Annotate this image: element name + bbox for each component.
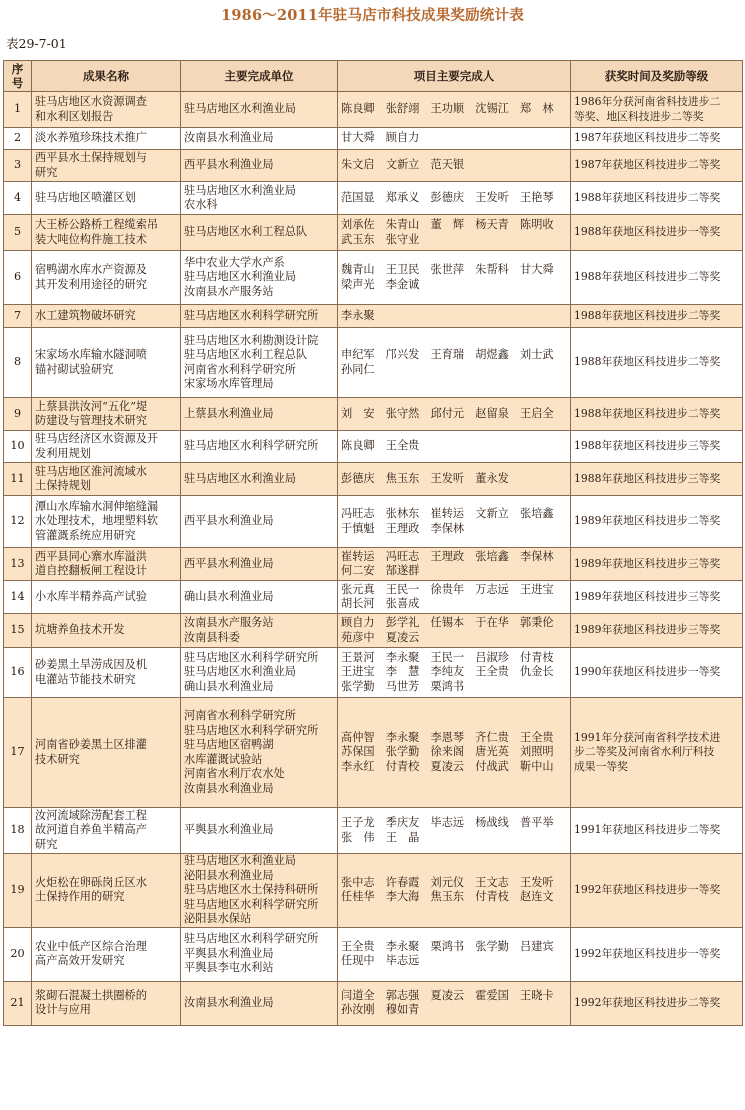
- main-contributors: 高仲智 李永聚 李恩琴 齐仁贵 王全贵 苏保国 张学勤 徐来阁 唐光英 刘照明 李永红 付青校 夏凌云 付战武 靳中山: [338, 698, 571, 808]
- header-people: 项目主要完成人: [338, 61, 571, 92]
- award-info: 1991年获地区科技进步二等奖: [571, 808, 743, 854]
- completion-unit: 平舆县水利渔业局: [181, 808, 338, 854]
- achievement-name: 西平县同心寨水库溢洪 道自控翻板闸工程设计: [32, 548, 181, 581]
- completion-unit: 驻马店地区水利科学研究所 平舆县水利渔业局 平舆县李屯水利站: [181, 927, 338, 981]
- row-number: 2: [4, 128, 32, 150]
- award-info: 1987年获地区科技进步二等奖: [571, 128, 743, 150]
- completion-unit: 汝南县水产服务站 汝南县科委: [181, 614, 338, 648]
- awards-table: [3, 60, 743, 1026]
- table-row: [4, 614, 743, 648]
- achievement-name: 坑塘养鱼技术开发: [32, 614, 181, 648]
- achievement-name: 西平县水土保持规划与 研究: [32, 150, 181, 182]
- completion-unit: 华中农业大学水产系 驻马店地区水利渔业局 汝南县水产服务站: [181, 251, 338, 305]
- award-info: 1988年获地区科技进步三等奖: [571, 463, 743, 496]
- completion-unit: 驻马店地区水利渔业局 泌阳县水利渔业局 驻马店地区水土保持科研所 驻马店地区水利科学研究所 泌阳县水保站: [181, 854, 338, 928]
- table-row: [4, 398, 743, 431]
- completion-unit: 西平县水利渔业局: [181, 548, 338, 581]
- table-row: [4, 128, 743, 150]
- achievement-name: 汝河流域除涝配套工程 故河道自养鱼半精高产 研究: [32, 808, 181, 854]
- row-number: 18: [4, 808, 32, 854]
- award-info: 1992年获地区科技进步二等奖: [571, 981, 743, 1025]
- header-unit: 主要完成单位: [181, 61, 338, 92]
- completion-unit: 驻马店地区水利渔业局: [181, 463, 338, 496]
- table-row: [4, 251, 743, 305]
- table-row: [4, 981, 743, 1025]
- table-row: [4, 328, 743, 398]
- completion-unit: 西平县水利渔业局: [181, 150, 338, 182]
- row-number: 13: [4, 548, 32, 581]
- row-number: 10: [4, 431, 32, 463]
- achievement-name: 火炬松在卵砾岗丘区水 土保持作用的研究: [32, 854, 181, 928]
- completion-unit: 驻马店地区水利工程总队: [181, 215, 338, 251]
- row-number: 8: [4, 328, 32, 398]
- completion-unit: 驻马店地区水利渔业局: [181, 92, 338, 128]
- row-number: 4: [4, 182, 32, 215]
- table-row: [4, 808, 743, 854]
- achievement-name: 驻马店地区淮河流域水 土保持规划: [32, 463, 181, 496]
- table-row: [4, 581, 743, 614]
- completion-unit: 上蔡县水利渔业局: [181, 398, 338, 431]
- row-number: 7: [4, 305, 32, 328]
- row-number: 11: [4, 463, 32, 496]
- main-contributors: 刘承佐 朱青山 董 辉 杨天青 陈明收 武玉东 张守业: [338, 215, 571, 251]
- achievement-name: 驻马店经济区水资源及开 发利用规划: [32, 431, 181, 463]
- table-code: 表29-7-01: [6, 36, 67, 51]
- row-number: 19: [4, 854, 32, 928]
- achievement-name: 大王桥公路桥工程缆索吊 装大吨位构件施工技术: [32, 215, 181, 251]
- award-info: 1992年获地区科技进步一等奖: [571, 927, 743, 981]
- achievement-name: 驻马店地区喷灌区划: [32, 182, 181, 215]
- completion-unit: 汝南县水利渔业局: [181, 981, 338, 1025]
- row-number: 21: [4, 981, 32, 1025]
- header-award: 获奖时间及奖励等级: [571, 61, 743, 92]
- award-info: 1988年获地区科技进步二等奖: [571, 305, 743, 328]
- award-info: 1989年获地区科技进步三等奖: [571, 581, 743, 614]
- main-contributors: 闫道全 郭志强 夏凌云 霍爱国 王晓卡 孙汝刚 穆如青: [338, 981, 571, 1025]
- table-row: [4, 150, 743, 182]
- award-info: 1988年获地区科技进步一等奖: [571, 215, 743, 251]
- table-row: [4, 648, 743, 698]
- row-number: 17: [4, 698, 32, 808]
- row-number: 14: [4, 581, 32, 614]
- award-info: 1986年分获河南省科技进步二 等奖、地区科技进步二等奖: [571, 92, 743, 128]
- main-contributors: 陈良卿 王全贵: [338, 431, 571, 463]
- achievement-name: 砂姜黑土旱涝成因及机 电灌站节能技术研究: [32, 648, 181, 698]
- main-contributors: 冯旺志 张林东 崔转运 文新立 张培鑫 于慎魁 王理政 李保林: [338, 496, 571, 548]
- table-row: [4, 548, 743, 581]
- row-number: 3: [4, 150, 32, 182]
- row-number: 9: [4, 398, 32, 431]
- main-contributors: 王景河 李永聚 王民一 吕淑珍 付青枝 王进宝 李 慧 李纯友 王全贵 仇金长 张学勤 马世芳 栗鸿书: [338, 648, 571, 698]
- award-info: 1992年获地区科技进步一等奖: [571, 854, 743, 928]
- award-info: 1991年分获河南省科学技术进 步二等奖及河南省水利厅科技 成果一等奖: [571, 698, 743, 808]
- main-contributors: 王子龙 季庆友 毕志远 杨战线 普平举 张 伟 王 晶: [338, 808, 571, 854]
- completion-unit: 汝南县水利渔业局: [181, 128, 338, 150]
- main-contributors: 张中志 许春霞 刘元仪 王文志 王发听 任桂华 李大海 焦玉东 付青枝 赵连文: [338, 854, 571, 928]
- main-contributors: 范国显 郑承义 彭德庆 王发听 王艳琴: [338, 182, 571, 215]
- table-row: [4, 182, 743, 215]
- completion-unit: 驻马店地区水利科学研究所: [181, 305, 338, 328]
- award-info: 1987年获地区科技进步二等奖: [571, 150, 743, 182]
- main-contributors: 张元真 王民一 徐贵年 万志远 王进宝 胡长河 张喜成: [338, 581, 571, 614]
- completion-unit: 驻马店地区水利科学研究所: [181, 431, 338, 463]
- completion-unit: 驻马店地区水利科学研究所 驻马店地区水利渔业局 确山县水利渔业局: [181, 648, 338, 698]
- completion-unit: 西平县水利渔业局: [181, 496, 338, 548]
- main-contributors: 彭德庆 焦玉东 王发听 董永发: [338, 463, 571, 496]
- achievement-name: 宿鸭湖水库水产资源及 其开发利用途径的研究: [32, 251, 181, 305]
- table-row: [4, 927, 743, 981]
- completion-unit: 驻马店地区水利渔业局 农水科: [181, 182, 338, 215]
- row-number: 20: [4, 927, 32, 981]
- header-name: 成果名称: [32, 61, 181, 92]
- award-info: 1989年获地区科技进步二等奖: [571, 496, 743, 548]
- table-row: [4, 92, 743, 128]
- main-contributors: 顾自力 彭学礼 任锡本 于在华 郭秉伦 苑彦中 夏凌云: [338, 614, 571, 648]
- main-contributors: 李永聚: [338, 305, 571, 328]
- header-no: 序号: [4, 61, 32, 92]
- achievement-name: 淡水养殖珍珠技术推广: [32, 128, 181, 150]
- table-row: [4, 431, 743, 463]
- main-contributors: 甘大舜 顾自力: [338, 128, 571, 150]
- row-number: 5: [4, 215, 32, 251]
- row-number: 12: [4, 496, 32, 548]
- award-info: 1988年获地区科技进步二等奖: [571, 182, 743, 215]
- award-info: 1989年获地区科技进步三等奖: [571, 614, 743, 648]
- achievement-name: 农业中低产区综合治理 高产高效开发研究: [32, 927, 181, 981]
- main-contributors: 朱文启 文新立 范天银: [338, 150, 571, 182]
- achievement-name: 上蔡县洪汝河“五化”堤 防建设与管理技术研究: [32, 398, 181, 431]
- award-info: 1989年获地区科技进步三等奖: [571, 548, 743, 581]
- main-contributors: 王全贵 李永聚 栗鸿书 张学勤 吕建宾 任现中 毕志远: [338, 927, 571, 981]
- achievement-name: 水工建筑物破坏研究: [32, 305, 181, 328]
- achievement-name: 潭山水库输水洞伸缩缝漏 水处理技术，地埋塑料软 管灌溉系统应用研究: [32, 496, 181, 548]
- achievement-name: 小水库半精养高产试验: [32, 581, 181, 614]
- achievement-name: 河南省砂姜黑土区排灌 技术研究: [32, 698, 181, 808]
- main-contributors: 申纪军 邝兴发 王育瑞 胡煜鑫 刘士武 孙同仁: [338, 328, 571, 398]
- main-contributors: 魏青山 王卫民 张世萍 朱帮科 甘大舜 梁声光 李金诚: [338, 251, 571, 305]
- row-number: 6: [4, 251, 32, 305]
- award-info: 1988年获地区科技进步二等奖: [571, 328, 743, 398]
- main-contributors: 陈良卿 张舒翊 王功顺 沈锡江 郑 林: [338, 92, 571, 128]
- award-info: 1988年获地区科技进步二等奖: [571, 251, 743, 305]
- table-row: [4, 215, 743, 251]
- page-title: 1986～2011年驻马店市科技成果奖励统计表: [221, 7, 524, 24]
- award-info: 1988年获地区科技进步三等奖: [571, 431, 743, 463]
- main-contributors: 崔转运 冯旺志 王理政 张培鑫 李保林 何二安 郜遂群: [338, 548, 571, 581]
- table-row: [4, 305, 743, 328]
- table-header: [4, 61, 743, 92]
- award-info: 1990年获地区科技进步一等奖: [571, 648, 743, 698]
- achievement-name: 驻马店地区水资源调查 和水利区划报告: [32, 92, 181, 128]
- row-number: 16: [4, 648, 32, 698]
- table-row: [4, 463, 743, 496]
- completion-unit: 驻马店地区水利勘测设计院 驻马店地区水利工程总队 河南省水利科学研究所 宋家场水库管理局: [181, 328, 338, 398]
- completion-unit: 河南省水利科学研究所 驻马店地区水利科学研究所 驻马店地区宿鸭湖 水库灌溉试验站 河南省水利厅农水处 汝南县水利渔业局: [181, 698, 338, 808]
- main-contributors: 刘 安 张守然 邱付元 赵留泉 王启全: [338, 398, 571, 431]
- table-row: [4, 496, 743, 548]
- row-number: 15: [4, 614, 32, 648]
- award-info: 1988年获地区科技进步二等奖: [571, 398, 743, 431]
- completion-unit: 确山县水利渔业局: [181, 581, 338, 614]
- achievement-name: 宋家场水库输水隧洞喷 锚衬砌试验研究: [32, 328, 181, 398]
- row-number: 1: [4, 92, 32, 128]
- table-body: [4, 92, 743, 1026]
- table-row: [4, 698, 743, 808]
- table-row: [4, 854, 743, 928]
- achievement-name: 浆砌石混凝土拱圈桥的 设计与应用: [32, 981, 181, 1025]
